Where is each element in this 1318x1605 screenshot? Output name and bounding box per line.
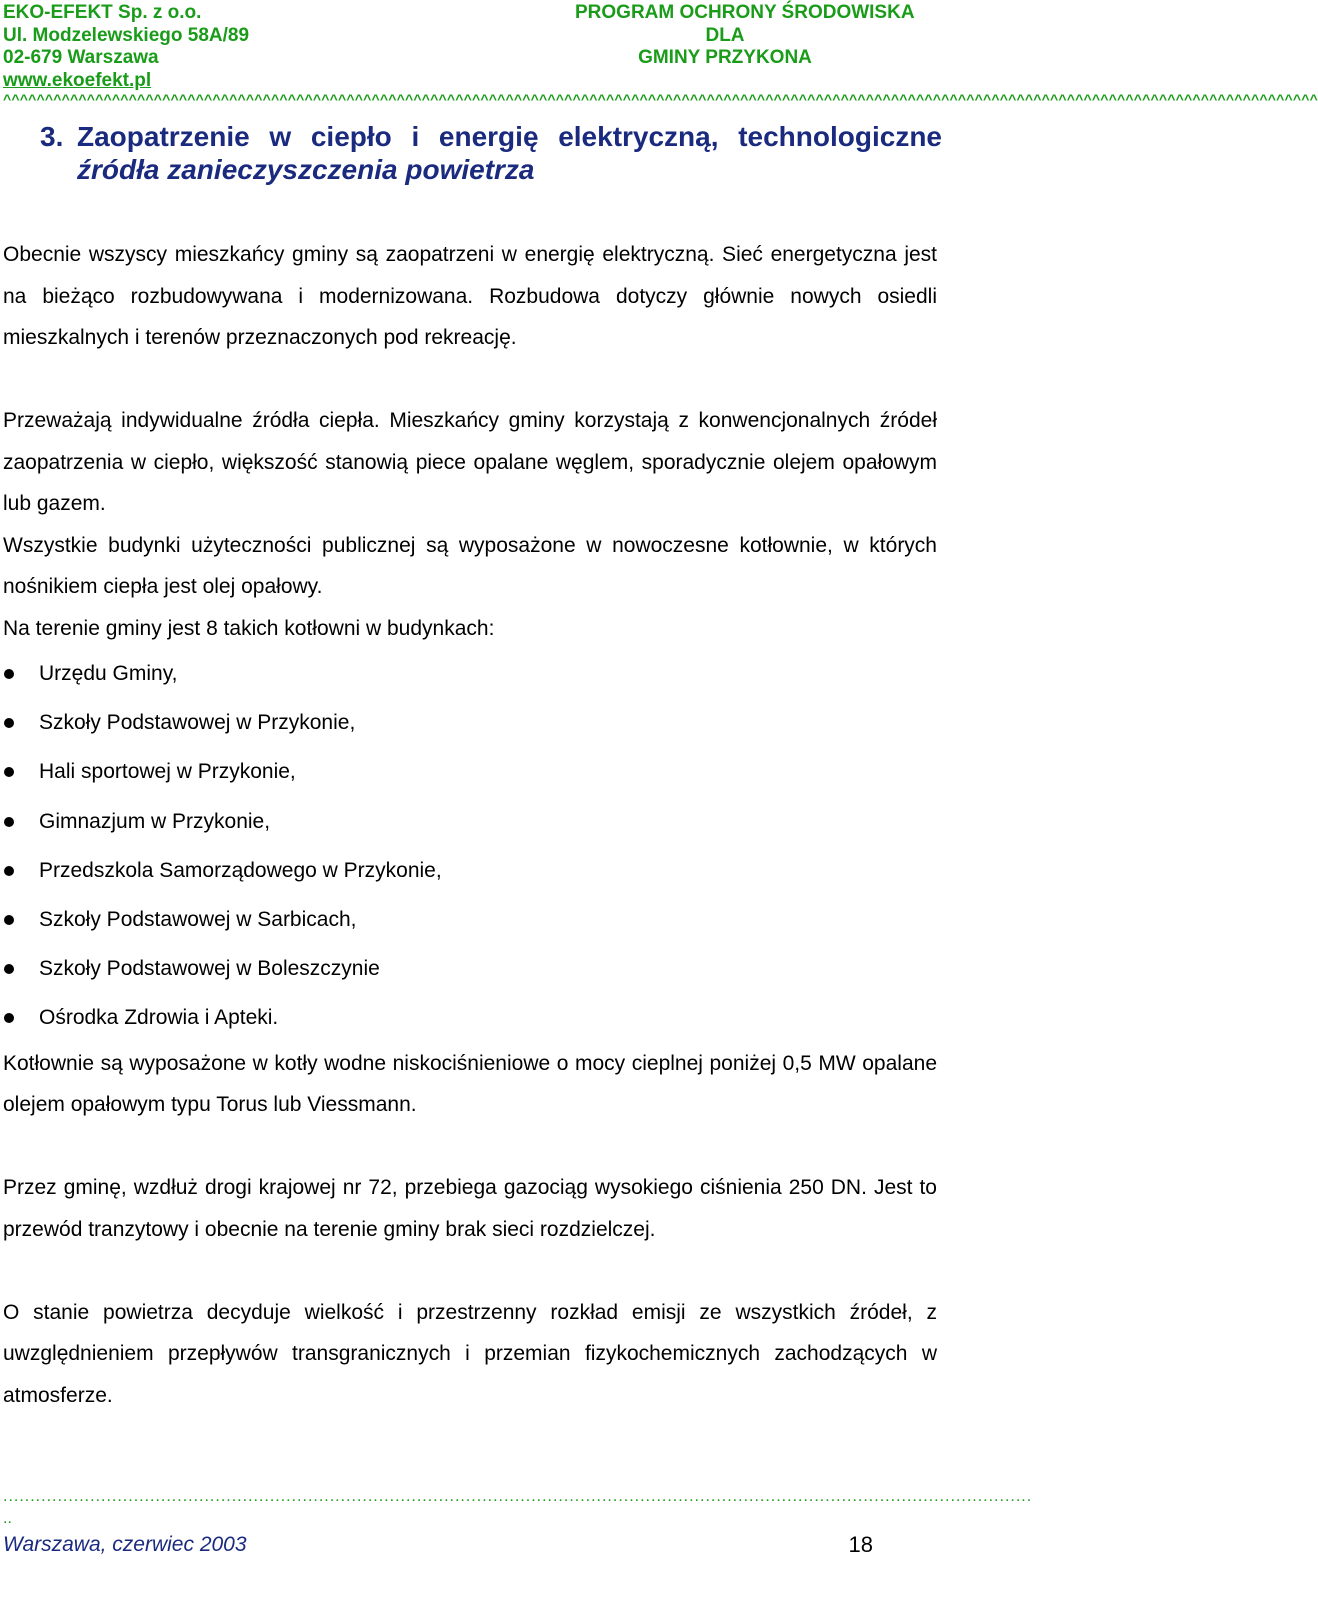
- list-item: Gimnazjum w Przykonie,: [3, 797, 937, 846]
- paragraph-public-buildings: Wszystkie budynki użyteczności publicznej są wyposażone w nowoczesne kotłownie, w których nośnikiem ciepła jest olej opałowy.: [3, 533, 937, 598]
- paragraph-gap: [3, 1250, 937, 1292]
- header-separator: ^^^^^^^^^^^^^^^^^^^^^^^^^^^^^^^^^^^^^^^^^^^^^^^^^^^^^^^^^^^^^^^^^^^^^^^^^^^^^^^^^^^^^^^^^^^^^^^^^^^^^^^^^^^^^^^^^^^^^^^^^^^^^^^^^^^^^^^^^^^^^^^^^^^^^^^^^^^^^: [3, 91, 1318, 107]
- bullet-icon: [4, 669, 14, 679]
- bullet-icon: [4, 718, 14, 728]
- list-item: Urzędu Gminy,: [3, 649, 937, 698]
- paragraph-heat-sources: Przeważają indywidualne źródła ciepła. Mieszkańcy gminy korzystają z konwencjonalnych źródeł zaopatrzenia w ciepło, większość stanowią piece opalane węglem, sporadycznie olejem opałowym lub gazem.: [3, 409, 937, 515]
- bullet-icon: [4, 817, 14, 827]
- document-body: [3, 234, 937, 1416]
- bullet-icon: [4, 964, 14, 974]
- program-line-1: PROGRAM OCHRONY ŚRODOWISKA: [575, 2, 915, 23]
- paragraph-gas-pipeline: Przez gminę, wzdłuż drogi krajowej nr 72, przebiega gazociąg wysokiego ciśnienia 250 DN. Jest to przewód tranzytowy i obecnie na terenie gminy brak sieci rozdzielczej.: [3, 1176, 937, 1241]
- paragraph-electricity: Obecnie wszyscy mieszkańcy gminy są zaopatrzeni w energię elektryczną. Sieć energetyczna jest na bieżąco rozbudowywana i modernizowana. Rozbudowa dotyczy głównie nowych osiedli mieszkalnych i terenów przeznaczonych pod rekreację.: [3, 243, 937, 349]
- page-header: [0, 0, 1318, 112]
- list-item: Szkoły Podstawowej w Przykonie,: [3, 698, 937, 747]
- list-item: Ośrodka Zdrowia i Apteki.: [3, 993, 937, 1042]
- page-number: 18: [848, 1532, 873, 1557]
- paragraph-gap: [3, 1126, 937, 1168]
- list-item: Szkoły Podstawowej w Boleszczynie: [3, 944, 937, 993]
- program-title: [575, 2, 915, 70]
- list-item: Hali sportowej w Przykonie,: [3, 747, 937, 796]
- paragraph-air-quality: O stanie powietrza decyduje wielkość i przestrzenny rozkład emisji ze wszystkich źródeł, z uwzględnieniem przepływów transgranicznych i przemian fizykochemicznych zachodzących w atmosferze.: [3, 1300, 937, 1407]
- company-website-link[interactable]: www.ekoefekt.pl: [3, 69, 152, 91]
- footer-dotted-rule: .............................................................................................................................................................................................: [3, 1488, 1033, 1505]
- footer-date: Warszawa, czerwiec 2003: [3, 1533, 247, 1556]
- list-item: Przedszkola Samorządowego w Przykonie,: [3, 846, 937, 895]
- paragraph-boiler-count: Na terenie gminy jest 8 takich kotłowni w budynkach:: [3, 616, 495, 640]
- section-title-line-1: Zaopatrzenie w ciepło i energię elektryczną, technologiczne: [77, 121, 942, 152]
- bullet-icon: [4, 767, 14, 777]
- program-line-2: DLA: [705, 24, 745, 46]
- list-item: Szkoły Podstawowej w Sarbicach,: [3, 895, 937, 944]
- section-title-line-2: źródła zanieczyszczenia powietrza: [77, 154, 535, 185]
- page-footer: [3, 1488, 1033, 1560]
- paragraph-gap: [3, 359, 937, 401]
- bullet-icon: [4, 866, 14, 876]
- footer-dotted-rule-tail: ..: [3, 1510, 12, 1527]
- company-info: [3, 2, 249, 92]
- company-city: 02-679 Warszawa: [3, 47, 159, 68]
- section-number: 3.: [40, 121, 64, 152]
- bullet-icon: [4, 915, 14, 925]
- company-street: Ul. Modzelewskiego 58A/89: [3, 24, 250, 46]
- boiler-buildings-list: [3, 649, 937, 1043]
- company-name: EKO-EFEKT Sp. z o.o.: [3, 2, 202, 23]
- program-line-3: GMINY PRZYKONA: [638, 47, 812, 68]
- bullet-icon: [4, 1013, 14, 1023]
- paragraph-boilers: Kotłownie są wyposażone w kotły wodne niskociśnieniowe o mocy cieplnej poniżej 0,5 MW opalane olejem opałowym typu Torus lub Viessmann.: [3, 1051, 937, 1116]
